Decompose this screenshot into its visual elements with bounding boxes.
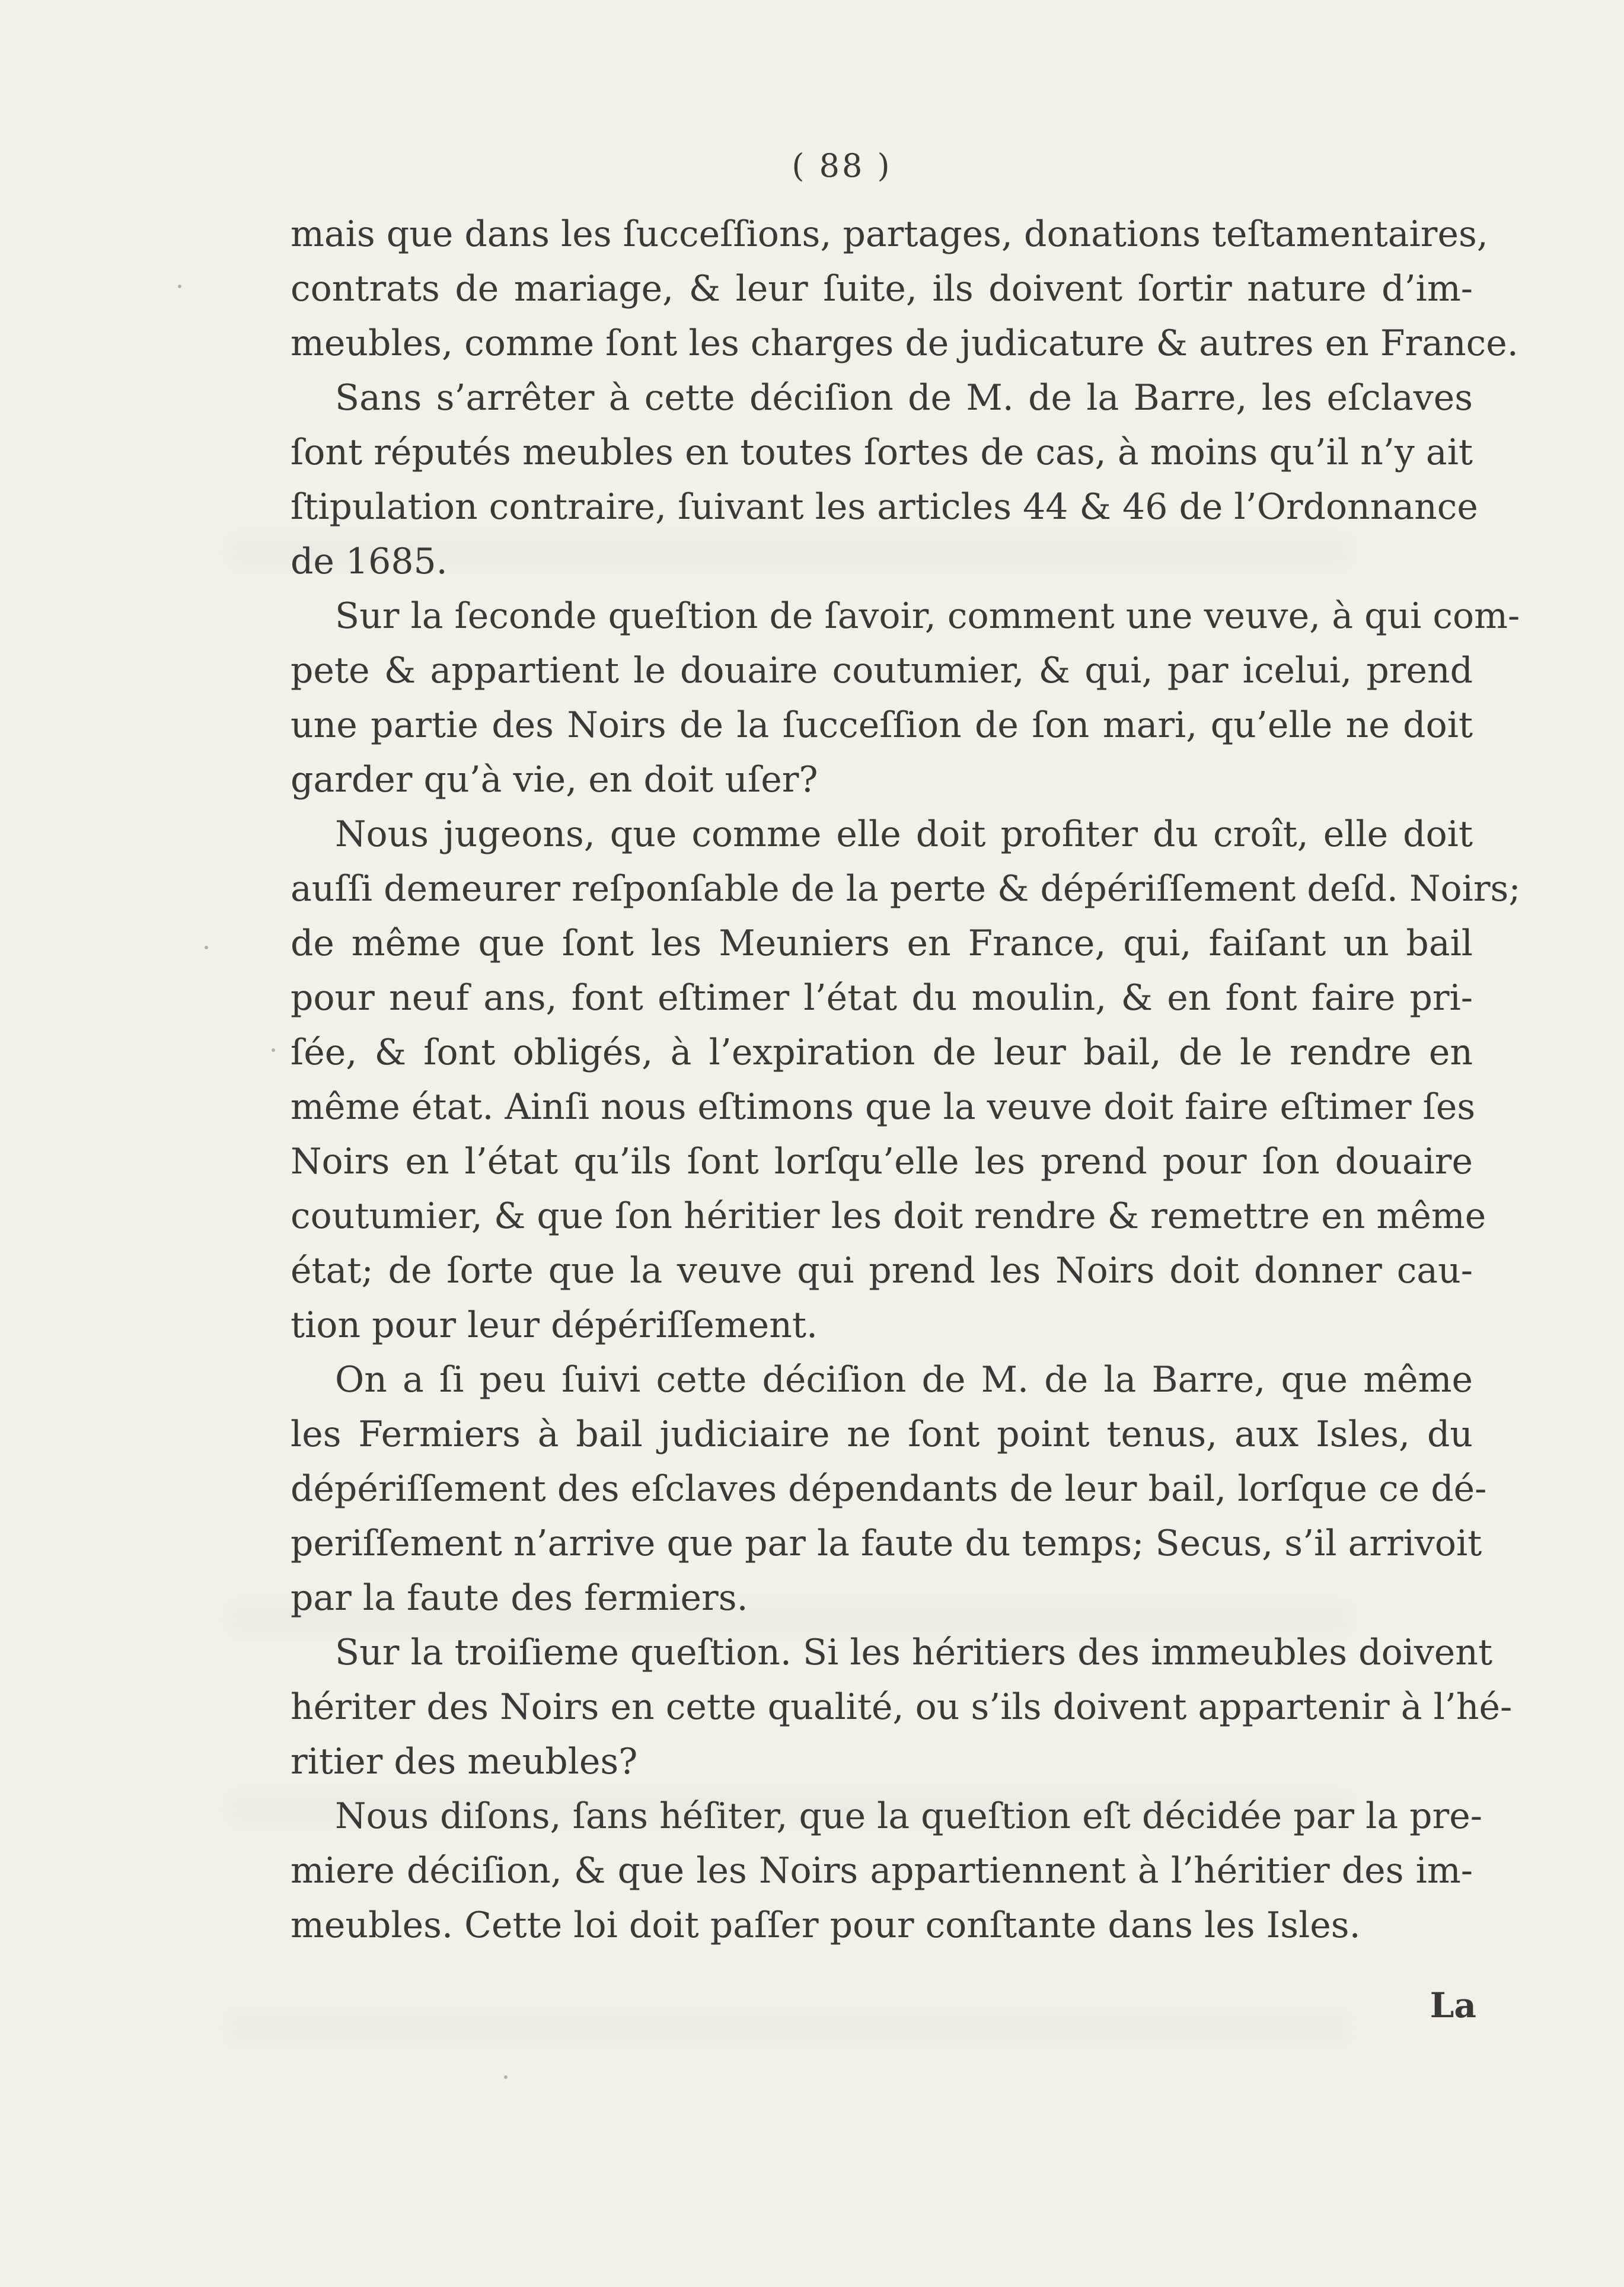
text-line: Nous jugeons, que comme elle doit profiter du croît, elle doit (335, 814, 1473, 855)
text-line: meubles, comme ſont les charges de judicature & autres en France. (291, 323, 1518, 364)
text-line: tion pour leur dépériſſement. (291, 1304, 818, 1346)
text-line: ſont réputés meubles en toutes ſortes de cas, à moins qu’il n’y ait (291, 432, 1473, 473)
text-line: ſtipulation contraire, ſuivant les articles 44 & 46 de l’Ordonnance (291, 486, 1478, 528)
text-line: Noirs en l’état qu’ils ſont lorſqu’elle les prend pour ſon douaire (291, 1141, 1473, 1182)
text-line: par la faute des fermiers. (291, 1577, 748, 1619)
text-line: ritier des meubles? (291, 1741, 638, 1782)
text-line: de même que ſont les Meuniers en France, qui, faiſant un bail (291, 923, 1473, 964)
text-line: meubles. Cette loi doit paſſer pour conſtante dans les Isles. (291, 1905, 1361, 1946)
text-line: miere déciſion, & que les Noirs appartiennent à l’héritier des im- (291, 1850, 1473, 1892)
text-line: dépériſſement des eſclaves dépendants de leur bail, lorſque ce dé- (291, 1468, 1487, 1510)
text-line: pour neuf ans, font eſtimer l’état du moulin, & en font faire pri- (291, 977, 1473, 1019)
text-line: pete & appartient le douaire coutumier, & qui, par icelui, prend (291, 650, 1473, 691)
text-line: garder qu’à vie, en doit uſer? (291, 759, 818, 800)
text-line: de 1685. (291, 541, 448, 582)
catchword: La (1430, 1985, 1476, 2026)
text-line: les Fermiers à bail judiciaire ne ſont point tenus, aux Isles, du (291, 1414, 1473, 1455)
text-line: hériter des Noirs en cette qualité, ou s’ils doivent appartenir à l’hé- (291, 1686, 1513, 1728)
text-line: Nous diſons, ſans héſiter, que la queſtion eſt décidée par la pre- (335, 1795, 1483, 1837)
text-line: ſée, & ſont obligés, à l’expiration de leur bail, de le rendre en (291, 1032, 1473, 1073)
text-line: On a ſi peu ſuivi cette déciſion de M. de la Barre, que même (335, 1359, 1473, 1401)
text-line: contrats de mariage, & leur ſuite, ils doivent ſortir nature d’im- (291, 268, 1473, 310)
text-line: état; de ſorte que la veuve qui prend les Noirs doit donner cau- (291, 1250, 1473, 1291)
paper-speck (205, 946, 208, 949)
text-line: mais que dans les ſucceſſions, partages, donations teſtamentaires, (291, 213, 1488, 255)
text-line: auſſi demeurer reſponſable de la perte & dépériſſement deſd. Noirs; (291, 868, 1521, 910)
paper-speck (504, 2075, 508, 2079)
page-number: ( 88 ) (792, 147, 892, 184)
text-line: Sans s’arrêter à cette déciſion de M. de la Barre, les eſclaves (335, 377, 1473, 419)
text-line: même état. Ainſi nous eſtimons que la veuve doit faire eſtimer ſes (291, 1086, 1476, 1128)
paper-speck (178, 285, 181, 288)
text-line: Sur la ſeconde queſtion de ſavoir, comment une veuve, à qui com- (335, 595, 1520, 637)
show-through-bleed (225, 2010, 1352, 2046)
paper-speck (272, 1048, 275, 1052)
text-line: coutumier, & que ſon héritier les doit rendre & remettre en même (291, 1195, 1486, 1237)
text-line: Sur la troiſieme queſtion. Si les héritiers des immeubles doivent (335, 1632, 1493, 1673)
text-line: periſſement n’arrive que par la faute du temps; Secus, s’il arrivoit (291, 1523, 1482, 1564)
text-line: une partie des Noirs de la ſucceſſion de ſon mari, qu’elle ne doit (291, 704, 1473, 746)
